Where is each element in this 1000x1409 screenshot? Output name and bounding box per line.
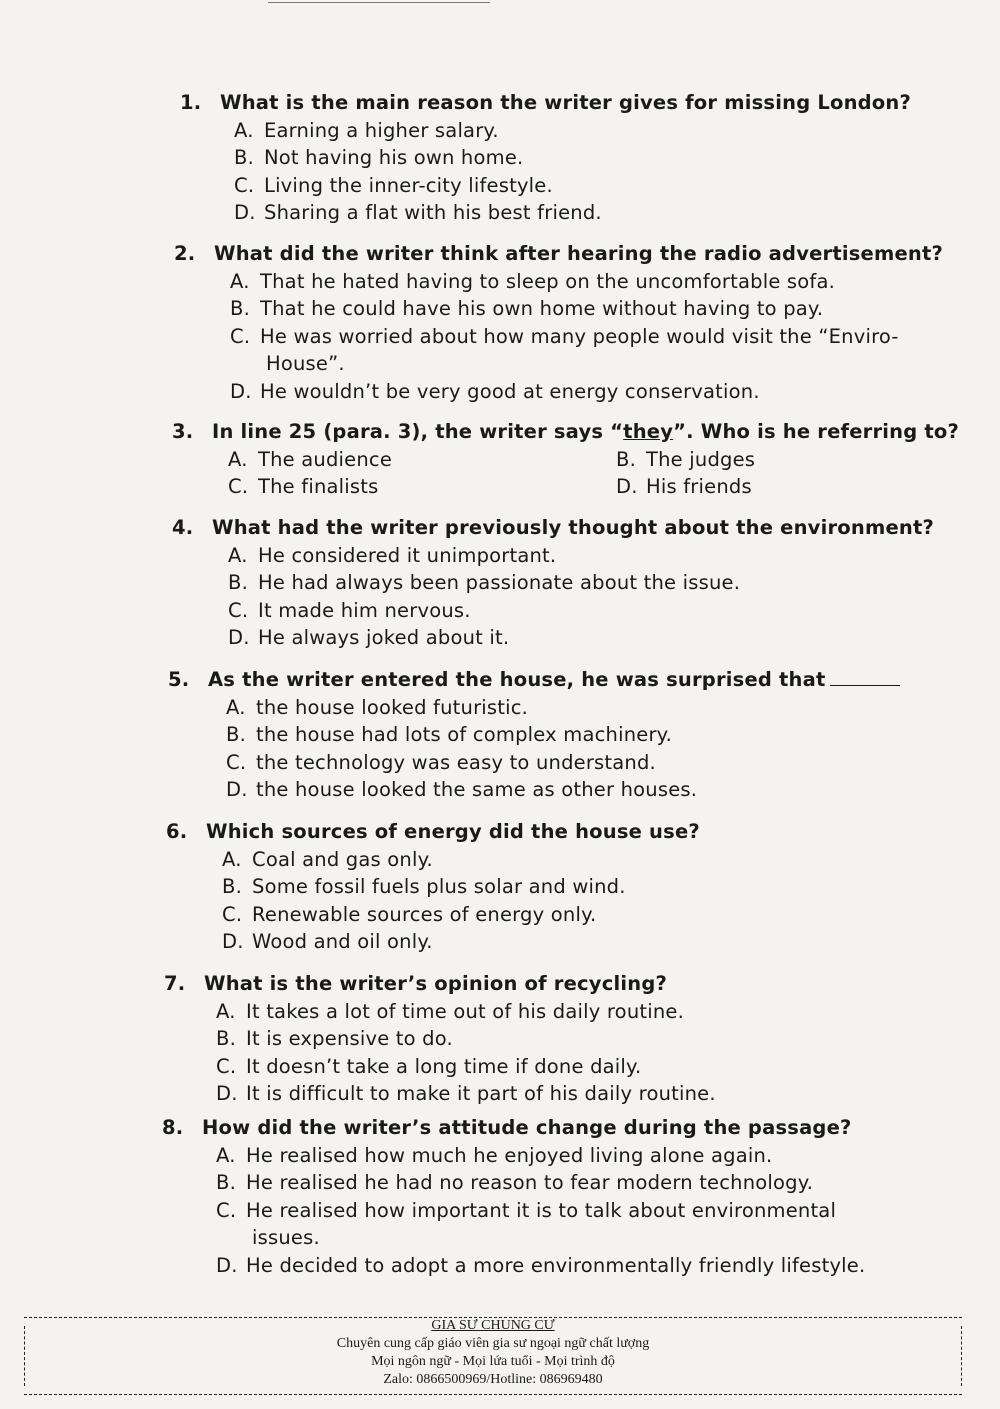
option-label: B. xyxy=(216,1171,236,1194)
option-d[interactable] xyxy=(230,378,943,406)
option-label: C. xyxy=(234,173,255,197)
footer-banner xyxy=(24,1317,962,1395)
option-label: C. xyxy=(228,475,249,498)
option-label: B. xyxy=(234,146,254,169)
option-label: A. xyxy=(234,118,254,142)
option-label: C. xyxy=(222,902,243,926)
question-text: What is the writer’s opinion of recycling? xyxy=(204,972,667,995)
option-c[interactable] xyxy=(216,1197,865,1225)
option-text: He had always been passionate about the issue. xyxy=(258,571,741,594)
question-6 xyxy=(166,818,700,956)
option-label: B. xyxy=(228,571,248,594)
option-text: the house looked futuristic. xyxy=(256,695,529,719)
footer-brand: GIA SƯ CHUNG CƯ xyxy=(431,1318,555,1333)
option-text: He was worried about how many people would visit the “Enviro- xyxy=(260,324,899,348)
option-text: It is difficult to make it part of his daily routine. xyxy=(246,1082,716,1105)
option-label: C. xyxy=(216,1054,237,1078)
option-b[interactable] xyxy=(234,144,911,172)
option-label: D. xyxy=(216,1253,238,1277)
option-c[interactable] xyxy=(228,473,616,501)
option-c[interactable] xyxy=(228,597,934,625)
option-label: D. xyxy=(230,379,252,403)
option-c[interactable] xyxy=(226,749,900,777)
option-text: Wood and oil only. xyxy=(252,930,433,953)
question-text: What had the writer previously thought about the environment? xyxy=(212,516,935,539)
option-text: Sharing a flat with his best friend. xyxy=(264,201,602,224)
option-text: Earning a higher salary. xyxy=(264,118,499,142)
option-text: That he could have his own home without having to pay. xyxy=(260,297,824,320)
question-text: How did the writer’s attitude change during the passage? xyxy=(202,1116,852,1139)
question-text-before: In line 25 (para. 3), the writer says “ xyxy=(212,420,624,443)
option-text-continued: House”. xyxy=(266,352,345,375)
question-1 xyxy=(180,89,911,227)
option-text: Coal and gas only. xyxy=(252,847,433,871)
question-5 xyxy=(168,666,900,804)
option-label: D. xyxy=(234,201,256,224)
option-a[interactable] xyxy=(216,998,716,1026)
option-b[interactable] xyxy=(228,569,934,597)
question-number: 1. xyxy=(180,91,202,114)
option-text: It made him nervous. xyxy=(258,598,471,622)
question-number: 6. xyxy=(166,820,188,843)
top-divider-line xyxy=(268,2,490,3)
question-text xyxy=(212,420,959,443)
option-b[interactable] xyxy=(216,1025,716,1053)
option-label: B. xyxy=(216,1027,236,1050)
answer-blank[interactable] xyxy=(830,669,900,686)
option-label: C. xyxy=(226,750,247,774)
question-text: What is the main reason the writer gives for missing London? xyxy=(220,91,911,114)
option-text: The judges xyxy=(646,447,756,471)
option-text-continued: issues. xyxy=(252,1226,320,1249)
option-label: A. xyxy=(216,999,236,1023)
option-c-continued xyxy=(216,1224,865,1252)
question-text: As the writer entered the house, he was surprised that xyxy=(208,668,826,691)
option-label: C. xyxy=(230,324,251,348)
option-c[interactable] xyxy=(234,172,911,200)
option-text: He wouldn’t be very good at energy conservation. xyxy=(260,379,760,403)
option-label: A. xyxy=(228,543,248,567)
option-b[interactable] xyxy=(616,446,916,474)
option-text: His friends xyxy=(646,475,752,498)
option-label: A. xyxy=(222,847,242,871)
option-a[interactable] xyxy=(234,117,911,145)
option-c[interactable] xyxy=(222,901,700,929)
option-label: B. xyxy=(230,297,250,320)
question-number: 4. xyxy=(172,516,194,539)
option-text: The finalists xyxy=(258,475,379,498)
option-text: Some fossil fuels plus solar and wind. xyxy=(252,875,626,898)
question-4 xyxy=(172,514,934,652)
footer-right-border xyxy=(961,1326,962,1386)
option-text: It takes a lot of time out of his daily routine. xyxy=(246,999,684,1023)
option-label: D. xyxy=(228,626,250,649)
option-text: Not having his own home. xyxy=(264,146,524,169)
option-d[interactable] xyxy=(226,776,900,804)
option-a[interactable] xyxy=(228,446,616,474)
footer-left-border xyxy=(24,1326,25,1386)
option-label: D. xyxy=(216,1082,238,1105)
option-text: He realised how much he enjoyed living alone again. xyxy=(246,1143,773,1167)
option-b[interactable] xyxy=(222,873,700,901)
option-d[interactable] xyxy=(616,473,916,501)
option-d[interactable] xyxy=(216,1252,865,1280)
option-a[interactable] xyxy=(222,846,700,874)
option-b[interactable] xyxy=(230,295,943,323)
underlined-word: they xyxy=(623,420,674,443)
option-text: Renewable sources of energy only. xyxy=(252,902,597,926)
option-d[interactable] xyxy=(216,1080,716,1108)
option-label: C. xyxy=(228,598,249,622)
footer-line-3: Zalo: 0866500969/Hotline: 086969480 xyxy=(383,1372,603,1387)
question-7 xyxy=(164,970,716,1108)
option-text: He realised how important it is to talk about environmental xyxy=(246,1198,837,1222)
option-text: He decided to adopt a more environmentally friendly lifestyle. xyxy=(246,1253,866,1277)
option-text: Living the inner-city lifestyle. xyxy=(264,173,553,197)
question-number: 7. xyxy=(164,972,186,995)
option-text: the house had lots of complex machinery. xyxy=(256,723,673,746)
question-text-after: ”. Who is he referring to? xyxy=(673,420,960,443)
option-a[interactable] xyxy=(216,1142,865,1170)
option-c[interactable] xyxy=(216,1053,716,1081)
option-label: D. xyxy=(616,475,638,498)
option-label: B. xyxy=(226,723,246,746)
question-text: Which sources of energy did the house use? xyxy=(206,820,700,843)
option-label: B. xyxy=(616,447,636,471)
option-label: A. xyxy=(228,447,248,471)
option-label: D. xyxy=(222,930,244,953)
option-label: B. xyxy=(222,875,242,898)
question-8 xyxy=(162,1114,865,1279)
option-a[interactable] xyxy=(230,268,943,296)
option-d[interactable] xyxy=(234,199,911,227)
option-label: D. xyxy=(226,778,248,801)
option-c[interactable] xyxy=(230,323,943,351)
option-label: A. xyxy=(230,269,250,293)
option-a[interactable] xyxy=(228,542,934,570)
option-d[interactable] xyxy=(228,624,934,652)
option-text: He considered it unimportant. xyxy=(258,543,557,567)
option-label: A. xyxy=(216,1143,236,1167)
question-3 xyxy=(172,418,959,501)
option-a[interactable] xyxy=(226,694,900,722)
question-number: 2. xyxy=(174,242,196,265)
option-c-continued xyxy=(230,350,943,378)
option-text: The audience xyxy=(258,447,393,471)
option-text: It is expensive to do. xyxy=(246,1027,453,1050)
option-text: It doesn’t take a long time if done daily. xyxy=(246,1054,642,1078)
option-text: the technology was easy to understand. xyxy=(256,750,656,774)
option-b[interactable] xyxy=(216,1169,865,1197)
footer-line-1: Chuyên cung cấp giáo viên gia sư ngoại ngữ chất lượng xyxy=(336,1336,650,1351)
option-d[interactable] xyxy=(222,928,700,956)
option-text: That he hated having to sleep on the uncomfortable sofa. xyxy=(260,269,836,293)
question-text: What did the writer think after hearing the radio advertisement? xyxy=(214,242,944,265)
question-number: 5. xyxy=(168,668,190,691)
option-text: He always joked about it. xyxy=(258,626,510,649)
footer-line-2: Mọi ngôn ngữ - Mọi lứa tuổi - Mọi trình độ xyxy=(371,1354,615,1369)
question-number: 3. xyxy=(172,420,194,443)
option-label: A. xyxy=(226,695,246,719)
option-text: He realised he had no reason to fear modern technology. xyxy=(246,1171,814,1194)
question-2 xyxy=(174,240,943,405)
question-number: 8. xyxy=(162,1116,184,1139)
option-b[interactable] xyxy=(226,721,900,749)
option-label: C. xyxy=(216,1198,237,1222)
option-text: the house looked the same as other houses. xyxy=(256,778,698,801)
